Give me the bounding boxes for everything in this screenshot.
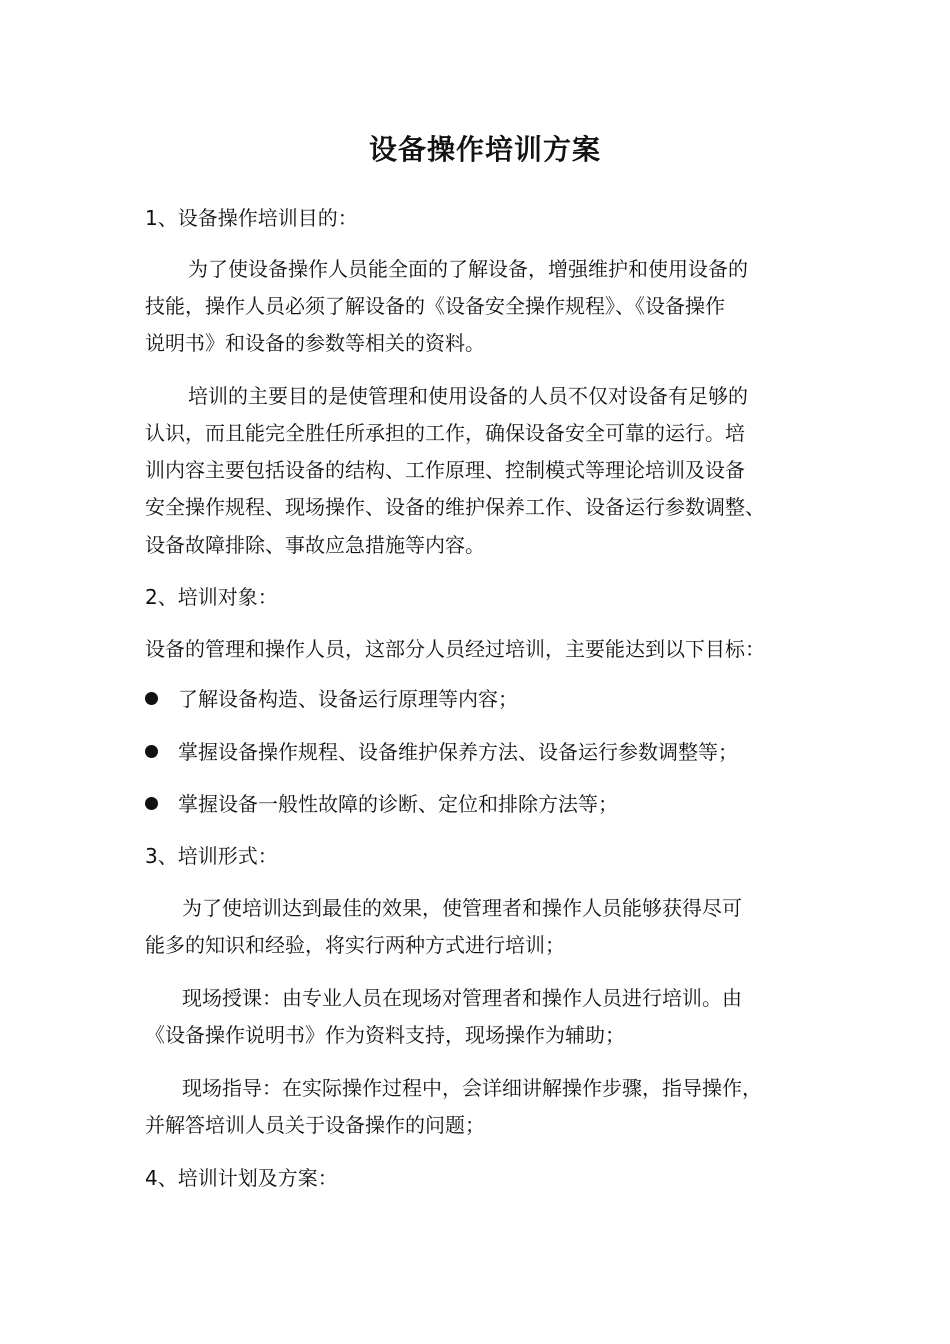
section-2-bullet-2: 掌握设备操作规程、设备维护保养方法、设备运行参数调整等； bbox=[178, 740, 738, 764]
section-2-bullet-3: 掌握设备一般性故障的诊断、定位和排除方法等； bbox=[178, 792, 618, 816]
section-1-para-1-line-1: 为了使设备操作人员能全面的了解设备，增强维护和使用设备的 bbox=[188, 257, 748, 281]
section-3-para-3-line-1: 现场指导：在实际操作过程中，会详细讲解操作步骤，指导操作， bbox=[182, 1076, 762, 1100]
section-3-heading: 3、培训形式： bbox=[145, 844, 278, 868]
section-3-para-2-line-1: 现场授课：由专业人员在现场对管理者和操作人员进行培训。由 bbox=[182, 986, 742, 1010]
section-2-bullet-1: 了解设备构造、设备运行原理等内容； bbox=[178, 687, 518, 711]
section-3-para-1-line-1: 为了使培训达到最佳的效果，使管理者和操作人员能够获得尽可 bbox=[182, 896, 742, 920]
section-1-para-2-line-3: 训内容主要包括设备的结构、工作原理、控制模式等理论培训及设备 bbox=[145, 458, 745, 482]
bullet-dot bbox=[145, 797, 158, 810]
section-3-para-1-line-2: 能多的知识和经验，将实行两种方式进行培训； bbox=[145, 933, 565, 957]
bullet-dot bbox=[145, 692, 158, 705]
section-2-heading: 2、培训对象： bbox=[145, 585, 278, 609]
bullet-dot bbox=[145, 745, 158, 758]
section-1-para-2-line-2: 认识，而且能完全胜任所承担的工作，确保设备安全可靠的运行。培 bbox=[145, 421, 745, 445]
section-1-para-2-line-4: 安全操作规程、现场操作、设备的维护保养工作、设备运行参数调整、 bbox=[145, 495, 765, 519]
section-3-para-3-line-2: 并解答培训人员关于设备操作的问题； bbox=[145, 1113, 485, 1137]
section-1-para-1-line-2: 技能，操作人员必须了解设备的《设备安全操作规程》、《设备操作 bbox=[145, 294, 725, 318]
section-4-heading: 4、培训计划及方案： bbox=[145, 1166, 338, 1190]
section-1-para-1-line-3: 说明书》和设备的参数等相关的资料。 bbox=[145, 331, 485, 355]
section-3-para-2-line-2: 《设备操作说明书》作为资料支持，现场操作为辅助； bbox=[145, 1023, 625, 1047]
section-1-para-2-line-1: 培训的主要目的是使管理和使用设备的人员不仅对设备有足够的 bbox=[188, 384, 748, 408]
section-1-para-2-line-5: 设备故障排除、事故应急措施等内容。 bbox=[145, 533, 485, 557]
section-2-intro: 设备的管理和操作人员，这部分人员经过培训，主要能达到以下目标： bbox=[145, 637, 765, 661]
document-title: 设备操作培训方案 bbox=[368, 133, 601, 166]
section-1-heading: 1、设备操作培训目的： bbox=[145, 206, 358, 230]
